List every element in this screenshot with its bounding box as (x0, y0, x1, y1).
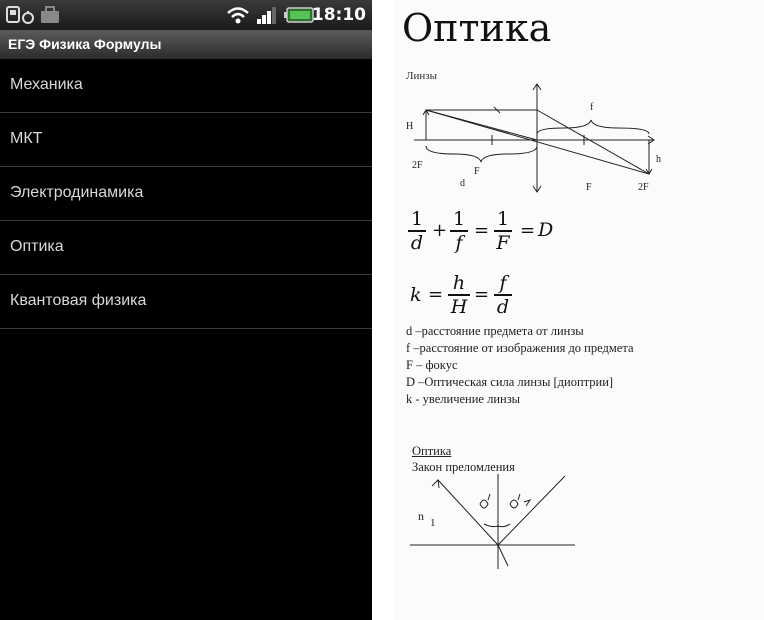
menu-item-label: Механика (10, 76, 83, 93)
refraction-section-title: Оптика (412, 444, 452, 458)
refraction-diagram (410, 474, 580, 574)
label-F-left: F (474, 166, 480, 177)
phone-screen (0, 0, 372, 620)
label-2F-right: 2F (638, 182, 649, 193)
menu-item-electrodynamics[interactable] (0, 167, 372, 221)
legend-line-f: f –расстояние от изображения до предмета (406, 341, 634, 355)
menu-item-mechanics[interactable] (0, 59, 372, 113)
refraction-caption: Закон преломления (412, 460, 515, 474)
optics-document: Оптика Линзы H 2F F d f F 2F h 1 d + 1 f = 1 F = D k = h H = f d d –расстояние предмета от линзы f –расстояние от изображения до предмета F – фокус D –Оптическая сила линзы [диоптрии] k - увеличение линзы Оптика Закон преломления n 1 (394, 0, 764, 620)
menu-item-label: Электродинамика (10, 184, 144, 201)
label-1: 1 (430, 517, 436, 529)
lens-caption: Линзы (406, 70, 437, 82)
menu-item-optics[interactable] (0, 221, 372, 275)
app-title-bar (0, 31, 372, 59)
label-2F-left: 2F (412, 160, 423, 171)
page-title: Оптика (402, 6, 552, 50)
menu-item-mkt[interactable] (0, 113, 372, 167)
signal-icon (256, 5, 278, 29)
battery-icon (284, 5, 314, 29)
app-title: ЕГЭ Физика Формулы (8, 36, 162, 52)
status-bar (0, 0, 372, 31)
menu-item-label: Оптика (10, 238, 64, 255)
label-d: d (460, 178, 465, 189)
menu-item-quantum-physics[interactable] (0, 275, 372, 329)
label-h: h (656, 154, 661, 165)
topic-menu (0, 59, 372, 329)
label-f: f (590, 102, 594, 113)
legend-line-d: d –расстояние предмета от линзы (406, 324, 584, 338)
menu-item-label: Квантовая физика (10, 292, 147, 309)
label-H: H (406, 121, 414, 132)
legend-line-k: k - увеличение линзы (406, 392, 521, 406)
wifi-icon (226, 5, 250, 29)
label-n: n (418, 509, 424, 523)
menu-item-label: МКТ (10, 130, 43, 147)
legend-line-F: F – фокус (406, 358, 458, 372)
lens-ray-diagram (404, 82, 664, 194)
label-F-right: F (586, 182, 592, 193)
clock: 18:10 (311, 5, 366, 25)
briefcase-icon (40, 5, 60, 29)
legend-line-D: D –Оптическая сила линзы [диоптрии] (406, 375, 614, 389)
